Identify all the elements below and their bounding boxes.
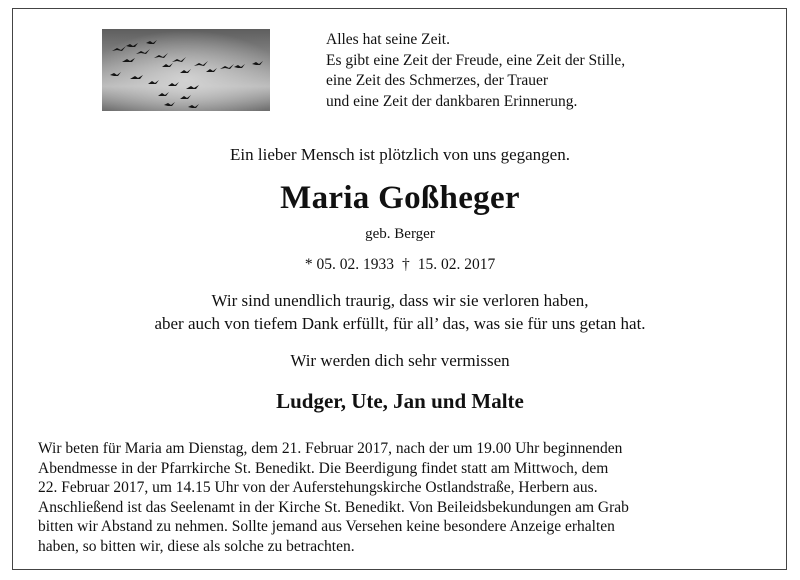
miss-text: Wir werden dich sehr vermissen xyxy=(290,351,510,370)
birth-date: * 05. 02. 1933 xyxy=(304,256,394,273)
thanks-text xyxy=(0,289,800,335)
poem-line: Alles hat seine Zeit. xyxy=(326,31,450,48)
thanks-line: Wir sind unendlich traurig, dass wir sie verloren haben, xyxy=(211,291,589,310)
birds-silhouette xyxy=(102,29,270,111)
notice-line: haben, so bitten wir, diese als solche zu betrachten. xyxy=(38,537,355,555)
notice-line: bitten wir Abstand zu nehmen. Sollte jemand aus Versehen keine besondere Anzeige erhalten xyxy=(38,518,615,535)
family-names: Ludger, Ute, Jan und Malte xyxy=(276,389,524,413)
poem-line: Es gibt eine Zeit der Freude, eine Zeit der Stille, xyxy=(326,51,626,69)
intro-text: Ein lieber Mensch ist plötzlich von uns gegangen. xyxy=(230,145,570,164)
death-date: 15. 02. 2017 xyxy=(417,256,496,273)
life-dates xyxy=(0,256,800,274)
birth-name: geb. Berger xyxy=(365,226,435,242)
thanks-line: aber auch von tiefem Dank erfüllt, für all’ das, was sie für uns getan hat. xyxy=(154,314,646,333)
poem xyxy=(326,30,625,112)
poem-line: eine Zeit des Schmerzes, der Trauer xyxy=(326,72,549,89)
flying-birds-photo xyxy=(102,29,270,111)
service-notice xyxy=(38,439,768,556)
death-cross-icon: † xyxy=(401,256,410,273)
notice-line: 22. Februar 2017, um 14.15 Uhr von der Auferstehungskirche Ostlandstraße, Herbern aus. xyxy=(38,479,598,496)
notice-line: Anschließend ist das Seelenamt in der Kirche St. Benedikt. Von Beileidsbekundungen am Grab xyxy=(38,498,629,516)
notice-line: Abendmesse in der Pfarrkirche St. Benedikt. Die Beerdigung findet statt am Mittwoch, dem xyxy=(38,459,609,477)
notice-line: Wir beten für Maria am Dienstag, dem 21. Februar 2017, nach der um 19.00 Uhr beginnenden xyxy=(38,440,623,457)
deceased-name: Maria Goßheger xyxy=(280,180,520,216)
poem-line: und eine Zeit der dankbaren Erinnerung. xyxy=(326,92,578,110)
